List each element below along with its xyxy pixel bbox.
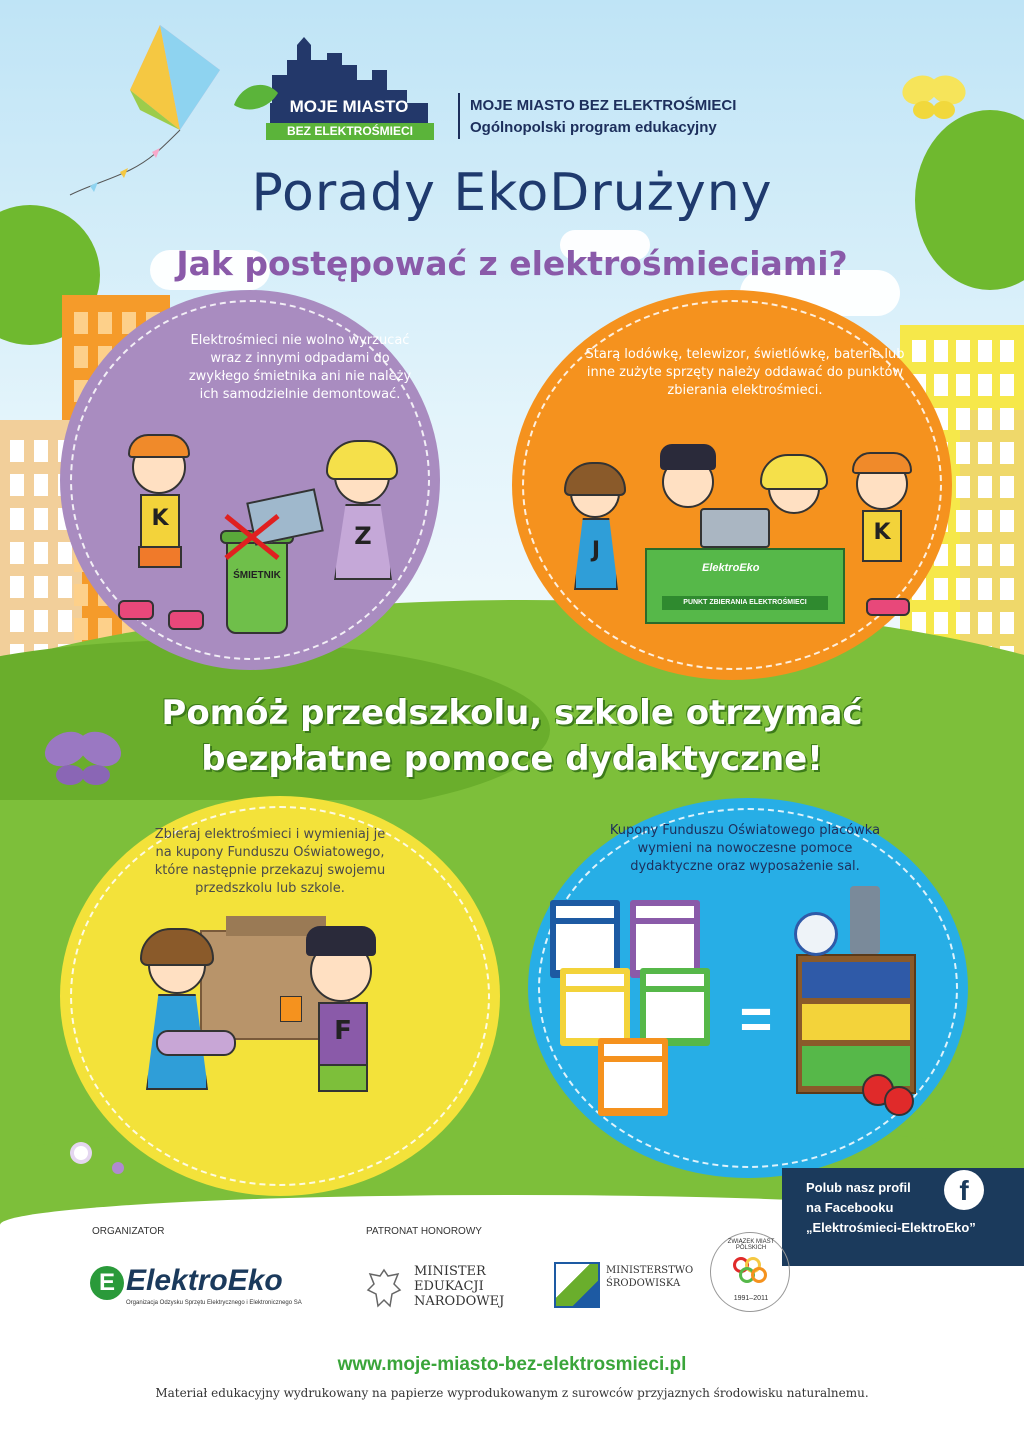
shelf-row-blue	[802, 962, 910, 998]
building-window	[956, 544, 970, 566]
elektroeko-subtitle: Organizacja Odzysku Sprzętu Elektrycznego i Elektronicznego SA	[126, 1300, 302, 1306]
building-window	[978, 408, 992, 430]
building-window	[34, 576, 48, 598]
header-divider	[458, 93, 460, 139]
building-window	[978, 340, 992, 362]
building-window	[956, 374, 970, 396]
building-window	[956, 340, 970, 362]
building-window	[1000, 374, 1014, 396]
building-window	[34, 542, 48, 564]
patron-label: PATRONAT HONOROWY	[366, 1226, 482, 1237]
men-line3: NARODOWEJ	[414, 1294, 505, 1309]
facebook-line1: Polub nasz profil	[806, 1180, 911, 1195]
ping-pong-paddle-icon-2	[884, 1086, 914, 1116]
building-window	[1000, 340, 1014, 362]
building-window	[10, 542, 24, 564]
men-eagle-icon	[366, 1266, 402, 1310]
equals-sign: =	[739, 987, 773, 1050]
building-window	[956, 612, 970, 634]
roller-skate-left	[118, 600, 154, 620]
old-devices-icon	[700, 508, 770, 548]
butterfly-yellow-icon	[900, 68, 970, 128]
flower-icon	[74, 1146, 88, 1160]
logo-line1: MOJE MIASTO	[289, 97, 409, 116]
ball-icon	[794, 912, 838, 956]
zmp-years: 1991–2011	[733, 1295, 769, 1302]
building-window	[34, 610, 48, 632]
building-window	[10, 474, 24, 496]
facebook-line3: „Elektrośmieci-ElektroEko”	[806, 1220, 976, 1235]
building-window	[978, 442, 992, 464]
program-title-line1: MOJE MIASTO BEZ ELEKTROŚMIECI	[470, 97, 737, 114]
kid-k-shorts	[138, 546, 182, 568]
men-line1: MINISTER	[414, 1264, 486, 1279]
building-window	[956, 442, 970, 464]
program-title-line2: Ogólnopolski program edukacyjny	[470, 119, 717, 136]
bubble-blue-text: Kupony Funduszu Oświatowego placówka wymieni na nowoczesne pomoce dydaktyczne oraz wyposażenie sal.	[609, 823, 881, 874]
building-window	[74, 346, 88, 368]
organizer-label: ORGANIZATOR	[92, 1226, 165, 1237]
kid-f-hair-2	[660, 444, 716, 470]
ministerstwo-srodowiska-icon	[554, 1262, 600, 1308]
building-window	[34, 508, 48, 530]
trash-bin-label: ŚMIETNIK	[233, 570, 281, 581]
kid-k-letter-2: K	[873, 520, 891, 545]
zmp-rings-icon	[733, 1257, 769, 1285]
main-heading: Porady EkoDrużyny	[251, 163, 773, 223]
roller-skate-2	[866, 598, 910, 616]
middle-heading	[0, 690, 1024, 782]
collection-box	[645, 548, 845, 624]
building-window	[10, 576, 24, 598]
kid-f-shorts	[318, 1064, 368, 1092]
building-window	[978, 374, 992, 396]
building-window	[1000, 442, 1014, 464]
building-window	[956, 408, 970, 430]
kid-f-letter: F	[334, 1016, 352, 1046]
kid-j-letter: J	[591, 538, 601, 563]
building-window	[1000, 476, 1014, 498]
elektroeko-logo	[90, 1264, 310, 1314]
logo-line2: BEZ ELEKTROŚMIECI	[266, 123, 434, 140]
building-window	[1000, 510, 1014, 532]
website-link[interactable]: www.moje-miasto-bez-elektrosmieci.pl	[337, 1354, 687, 1375]
building-window	[10, 508, 24, 530]
building-window	[956, 510, 970, 532]
coupon-green	[640, 968, 710, 1046]
coupon-orange	[598, 1038, 668, 1116]
middle-heading-line1: Pomóż przedszkolu, szkole otrzymać	[161, 693, 863, 733]
building-window	[74, 312, 88, 334]
moje-miasto-logo	[232, 35, 452, 140]
roller-skate-right	[168, 610, 204, 630]
building-window	[10, 440, 24, 462]
building-window	[978, 510, 992, 532]
building-window	[934, 578, 948, 600]
building-window	[34, 474, 48, 496]
elektroeko-name: ElektroEko	[126, 1264, 283, 1297]
building-window	[1000, 612, 1014, 634]
building-window	[74, 618, 88, 640]
building-window	[934, 340, 948, 362]
bubble-purple-text: Elektrośmieci nie wolno wyrzucać wraz z innymi odpadami do zwykłego śmietnika ani nie należy ich samodzielnie demontować.	[188, 333, 412, 402]
facebook-line2: na Facebooku	[806, 1200, 894, 1215]
building-window	[912, 340, 926, 362]
collection-box-brand: ElektroEko	[702, 562, 760, 574]
bubble-orange-text: Starą lodówkę, telewizor, świetlówkę, baterie lub inne zużyte sprzęty należy oddawać do punktów zbierania elektrośmieci.	[585, 347, 905, 398]
ministerstwo-text	[606, 1264, 693, 1290]
building-window	[1000, 544, 1014, 566]
footer-note: Materiał edukacyjny wydrukowany na papierze wyprodukowanym z surowców przyjaznych środowisku naturalnemu.	[155, 1386, 869, 1400]
building-window	[978, 476, 992, 498]
building-window	[58, 542, 72, 564]
shelf-row-yellow	[802, 1004, 910, 1040]
microscope-icon	[850, 886, 880, 954]
middle-heading-line2: bezpłatne pomoce dydaktyczne!	[201, 739, 823, 779]
zmp-arc-text: ZWIĄZEK MIAST POLSKICH	[727, 1239, 775, 1251]
building-window	[98, 312, 112, 334]
building-window	[58, 576, 72, 598]
coupon-yellow	[560, 968, 630, 1046]
collection-box-label: PUNKT ZBIERANIA ELEKTROŚMIECI	[662, 596, 828, 610]
elektroeko-e-icon: E	[90, 1266, 124, 1300]
bubble-yellow-text: Zbieraj elektrośmieci i wymieniaj je na kupony Funduszu Oświatowego, które następnie przekazuj swojemu przedszkolu lub szkole.	[154, 827, 386, 896]
building-window	[978, 612, 992, 634]
kid-z-hair-2	[760, 454, 828, 490]
coupon-in-hand	[280, 996, 302, 1022]
ministerstwo-line1: MINISTERSTWO	[606, 1265, 694, 1276]
flower-icon	[112, 1162, 124, 1174]
kid-f-hair	[306, 926, 376, 956]
men-text	[414, 1264, 504, 1309]
building-window	[34, 440, 48, 462]
building-window	[978, 578, 992, 600]
cross-out-icon	[222, 512, 282, 562]
building-window	[10, 610, 24, 632]
coupon-purple	[630, 900, 700, 978]
kid-k-hair-2	[852, 452, 912, 474]
ministerstwo-line2: ŚRODOWISKA	[606, 1278, 681, 1289]
building-window	[934, 374, 948, 396]
building-window	[74, 584, 88, 606]
kid-k-letter: K	[151, 506, 169, 531]
building-window	[1000, 408, 1014, 430]
building-window	[956, 476, 970, 498]
program-title	[470, 95, 736, 139]
shelf-row-green	[802, 1046, 910, 1086]
building-window	[1000, 578, 1014, 600]
sub-heading: Jak postępować z elektrośmieciami?	[176, 244, 848, 283]
building-window	[58, 610, 72, 632]
bottle-icon	[156, 1030, 236, 1056]
building-window	[978, 544, 992, 566]
men-line2: EDUKACJI	[414, 1279, 484, 1294]
coupon-blue	[550, 900, 620, 978]
zmp-logo	[710, 1232, 790, 1312]
building-window	[934, 612, 948, 634]
building-window	[956, 578, 970, 600]
kid-k-hair	[128, 434, 190, 458]
facebook-icon[interactable]: f	[944, 1170, 984, 1210]
kid-z-letter: Z	[354, 522, 372, 550]
